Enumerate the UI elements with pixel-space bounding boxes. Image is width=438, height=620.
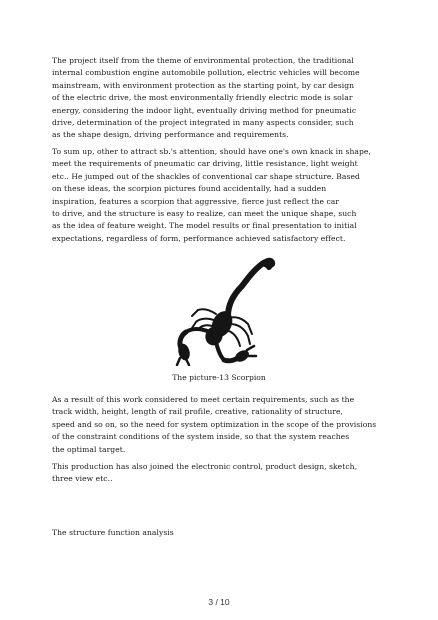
paragraph-project-theme: The project itself from the theme of environmental protection, the traditional internal combustion engine automobile pollution, electric vehicles will become mainstream, with environment protection as the starting point, by car design of the electric drive, the most environmentally friendly electric mode is solar energy, considering the indoor light, eventually driving method for pneumatic drive, determination of the project integrated in many aspects consider, such as the shape design, driving performance and requirements. xyxy=(52,56,360,140)
section-heading-structure-analysis: The structure function analysis xyxy=(52,528,174,537)
figure-caption: The picture-13 Scorpion xyxy=(172,373,266,382)
paragraph-design-idea: To sum up, other to attract sb.'s attention, should have one's own knack in shape, meet the requirements of pneumatic car driving, little resistance, light weight etc.. He jumped out of the shackles of conventional car shape structure. Based on these ideas, the scorpion pictures found accidentally, had a sudden inspiration, features a scorpion that aggressive, fierce just reflect the car to drive, and the structure is easy to realize, can meet the unique shape, such as the idea of feature weight. The model results or final presentation to initial expectations, regardless of form, performance achieved satisfactory effect. xyxy=(52,147,371,243)
scorpion-icon xyxy=(170,246,290,366)
paragraph-requirements: As a result of this work considered to meet certain requirements, such as the track width, height, length of rail profile, creative, rationality of structure, speed and so on, so the need for system optimization in the scope of the provisions of the constraint conditions of the system inside, so that the system reaches the optimal target. xyxy=(52,395,377,454)
page-number: 3 / 10 xyxy=(208,597,230,607)
paragraph-production: This production has also joined the electronic control, product design, sketch, three view etc.. xyxy=(52,462,358,484)
scorpion-image xyxy=(170,246,290,366)
